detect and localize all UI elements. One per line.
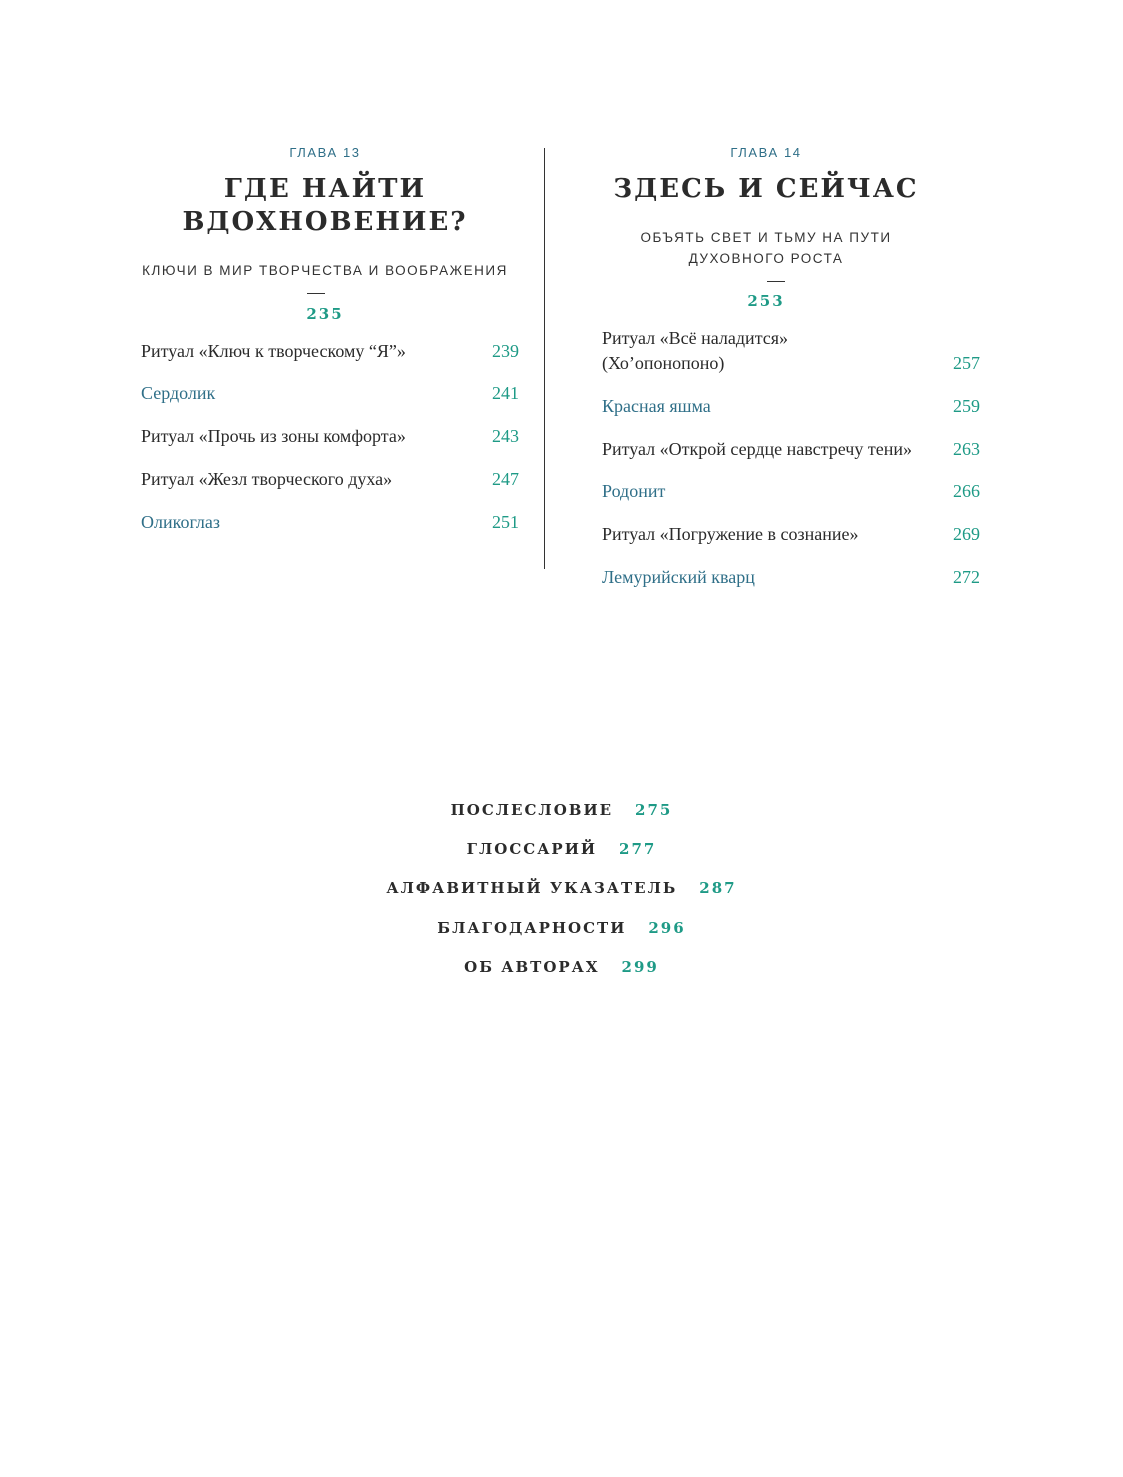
column-divider [544, 148, 545, 569]
entry-page: 239 [492, 341, 519, 361]
chapter-14-page[interactable]: 253 [747, 292, 785, 310]
entry-title: Сердолик [141, 383, 216, 403]
back-matter-entry[interactable] [0, 879, 1123, 897]
entry-title: Оликоглаз [141, 512, 220, 532]
entry-title: Красная яшма [602, 396, 711, 416]
back-matter-page: 275 [635, 801, 673, 819]
entry-title: Ритуал «Ключ к творческому “Я”» [141, 341, 406, 361]
toc-entry[interactable] [141, 339, 519, 364]
back-matter-page: 287 [699, 879, 737, 897]
chapter-13-page[interactable]: 235 [306, 305, 344, 323]
entry-title-line2: (Хо’опонопоно) [602, 353, 725, 373]
back-matter-entry[interactable] [0, 840, 1123, 858]
entry-page: 243 [492, 426, 519, 446]
entry-page: 259 [953, 396, 980, 416]
toc-entry[interactable] [602, 479, 980, 504]
back-matter-entry[interactable] [0, 919, 1123, 937]
entry-title: Ритуал «Прочь из зоны комфорта» [141, 426, 406, 446]
chapter-13-subtitle: КЛЮЧИ В МИР ТВОРЧЕСТВА И ВООБРАЖЕНИЯ [142, 263, 508, 278]
back-matter-entry[interactable] [0, 958, 1123, 976]
chapter-13-dash [307, 293, 325, 294]
back-matter-title: БЛАГОДАРНОСТИ [437, 919, 627, 937]
entry-page: 257 [953, 353, 980, 373]
chapter-14-dash [767, 281, 785, 282]
entry-page: 272 [953, 567, 980, 587]
back-matter-page: 296 [648, 919, 686, 937]
back-matter-title: ПОСЛЕСЛОВИЕ [450, 801, 614, 819]
entry-title: Ритуал «Жезл творческого духа» [141, 469, 393, 489]
entry-page: 266 [953, 481, 980, 501]
toc-entry[interactable] [602, 437, 980, 462]
entry-title: Ритуал «Открой сердце навстречу тени» [602, 439, 912, 459]
back-matter-page: 299 [621, 958, 659, 976]
toc-entry[interactable] [602, 326, 980, 376]
chapter-13-title-line2: ВДОХНОВЕНИЕ? [182, 207, 468, 237]
entry-page: 263 [953, 439, 980, 459]
entry-title-line1: Ритуал «Всё наладится» [602, 328, 789, 348]
entry-page: 247 [492, 469, 519, 489]
toc-entry[interactable] [602, 565, 980, 590]
back-matter-entry[interactable] [0, 801, 1123, 819]
entry-title: Родонит [602, 481, 666, 501]
back-matter-title: АЛФАВИТНЫЙ УКАЗАТЕЛЬ [386, 879, 678, 897]
entry-page: 251 [492, 512, 519, 532]
back-matter-title: ГЛОССАРИЙ [466, 840, 598, 858]
toc-entry[interactable] [141, 510, 519, 535]
chapter-14-label: ГЛАВА 14 [730, 145, 802, 160]
chapter-14-subtitle-line1: ОБЪЯТЬ СВЕТ И ТЬМУ НА ПУТИ [640, 230, 892, 245]
chapter-14-title: ЗДЕСЬ И СЕЙЧАС [613, 174, 919, 204]
entry-page: 269 [953, 524, 980, 544]
toc-entry[interactable] [141, 467, 519, 492]
toc-entry[interactable] [602, 394, 980, 419]
toc-entry[interactable] [141, 381, 519, 406]
entry-title: Ритуал «Погружение в сознание» [602, 524, 859, 544]
back-matter-title: ОБ АВТОРАХ [464, 958, 600, 976]
chapter-14-subtitle-line2: ДУХОВНОГО РОСТА [688, 251, 844, 266]
back-matter-page: 277 [619, 840, 657, 858]
entry-page: 241 [492, 383, 519, 403]
entry-title: Лемурийский кварц [602, 567, 755, 587]
toc-entry[interactable] [141, 424, 519, 449]
chapter-13-title-line1: ГДЕ НАЙТИ [223, 174, 427, 204]
toc-entry[interactable] [602, 522, 980, 547]
chapter-13-label: ГЛАВА 13 [289, 145, 361, 160]
